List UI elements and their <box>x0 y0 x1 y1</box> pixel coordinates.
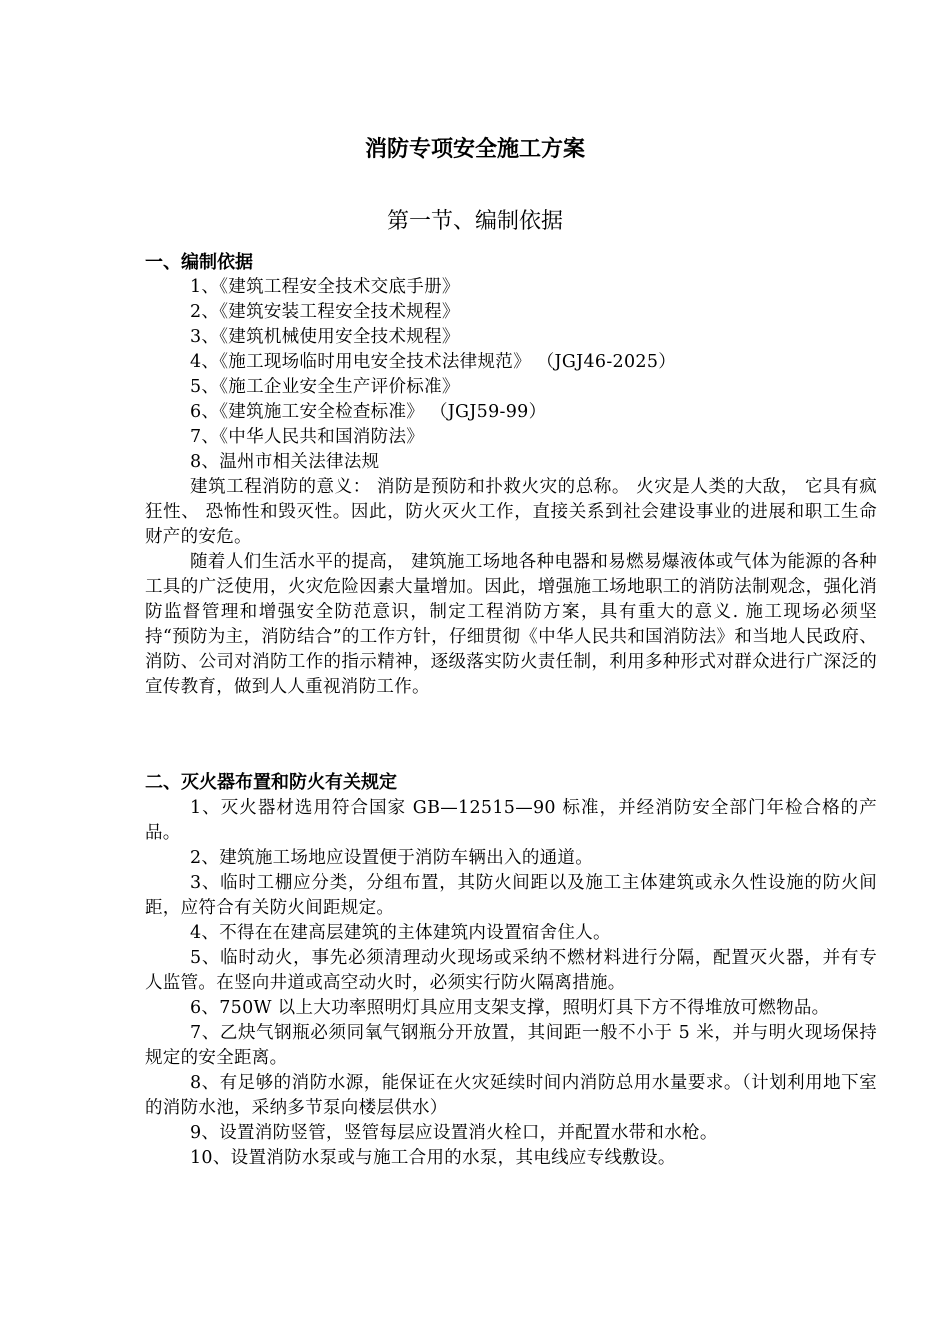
basis-item: 4、《施工现场临时用电安全技术法律规范》 （JGJ46-2025） <box>190 352 677 372</box>
document-title: 消防专项安全施工方案 <box>364 137 585 162</box>
rule-item: 3、临时工棚应分类，分组布置，其防火间距以及施工主体建筑或永久性设施的防火间距，应符合有关防火间距规定。 <box>145 873 877 918</box>
rule-item: 4、不得在在建高层建筑的主体建筑内设置宿舍住人。 <box>190 923 611 943</box>
basis-item: 6、《建筑施工安全检查标准》 （JGJ59-99） <box>190 402 547 422</box>
part2-heading: 二、灭火器布置和防火有关规定 <box>145 772 397 793</box>
section-title: 第一节、编制依据 <box>386 209 563 234</box>
basis-item: 5、《施工企业安全生产评价标准》 <box>190 377 460 397</box>
basis-item: 1、《建筑工程安全技术交底手册》 <box>190 277 460 297</box>
context-paragraph: 随着人们生活水平的提高， 建筑施工场地各种电器和易燃易爆液体或气体为能源的各种工具的广泛使用，火灾危险因素大量增加。因此，增强施工场地职工的消防法制观念，强化消防监督管理和增强安全防范意识，制定工程消防方案，具有重大的意义. 施工现场必须坚持“预防为主，消防结合”的工作方针，仔细贯彻《中华人民共和国消防法》和当地人民政府、消防、公司对消防工作的指示精神，逐级落实防火责任制，利用多种形式对群众进行广深泛的宣传教育，做到人人重视消防工作。 <box>145 552 877 697</box>
part1-body <box>145 275 877 700</box>
basis-item: 2、《建筑安装工程安全技术规程》 <box>190 302 460 322</box>
rule-item: 2、建筑施工场地应设置便于消防车辆出入的通道。 <box>190 848 594 868</box>
rule-item: 6、750W 以上大功率照明灯具应用支架支撑，照明灯具下方不得堆放可燃物品。 <box>190 998 830 1018</box>
rule-item: 7、乙炔气钢瓶必须同氧气钢瓶分开放置，其间距一般不小于 5 米，并与明火现场保持规定的安全距离。 <box>145 1023 877 1068</box>
basis-item: 8、温州市相关法律法规 <box>190 452 380 472</box>
part2-body <box>145 796 877 1171</box>
rule-item: 1、灭火器材选用符合国家 GB—12515—90 标准，并经消防安全部门年检合格的产品。 <box>145 798 877 843</box>
rule-item: 5、临时动火，事先必须清理动火现场或采纳不燃材料进行分隔，配置灭火器，并有专人监管。在竖向井道或高空动火时，必须实行防火隔离措施。 <box>145 948 877 993</box>
basis-item: 3、《建筑机械使用安全技术规程》 <box>190 327 460 347</box>
significance-paragraph: 建筑工程消防的意义： 消防是预防和扑救火灾的总称。 火灾是人类的大敌， 它具有疯狂性、 恐怖性和毁灭性。因此，防火灭火工作，直接关系到社会建设事业的进展和职工生命财产的安危。 <box>145 477 877 547</box>
basis-item: 7、《中华人民共和国消防法》 <box>190 427 425 447</box>
rule-item: 9、设置消防竖管，竖管每层应设置消火栓口，并配置水带和水枪。 <box>190 1123 718 1143</box>
rule-item: 10、设置消防水泵或与施工合用的水泵，其电线应专线敷设。 <box>190 1148 676 1168</box>
rule-item: 8、有足够的消防水源，能保证在火灾延续时间内消防总用水量要求。（计划利用地下室的消防水池，采纳多节泵向楼层供水） <box>145 1073 877 1118</box>
part1-heading: 一、编制依据 <box>145 252 253 273</box>
